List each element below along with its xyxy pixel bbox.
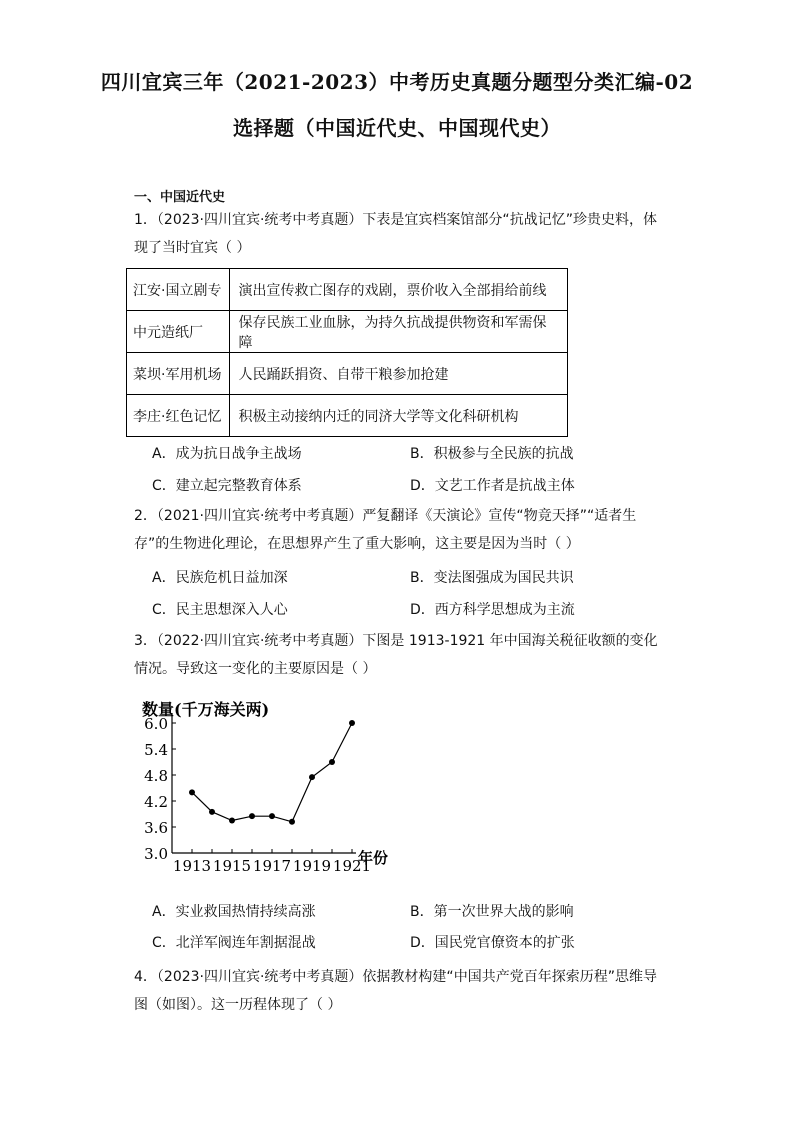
question-3-option-c: C．北洋军阀连年割据混战 <box>152 935 316 951</box>
question-2-option-d: D．西方科学思想成为主流 <box>410 602 575 618</box>
chart-data-point <box>229 818 235 824</box>
table-cell-desc: 保存民族工业血脉，为持久抗战提供物资和军需保障 <box>230 311 568 353</box>
table-cell-desc: 人民踊跃捐资、自带干粮参加抢建 <box>230 353 568 395</box>
chart-x-tick-label: 1921 <box>332 857 372 875</box>
question-3-option-a: A．实业救国热情持续高涨 <box>152 904 316 920</box>
table-cell-desc: 积极主动接纳内迁的同济大学等文化科研机构 <box>230 395 568 437</box>
table-cell-place: 李庄·红色记忆 <box>127 395 230 437</box>
question-1-stem: 1．（2023·四川宜宾·统考中考真题）下表是宜宾档案馆部分“抗战记忆”珍贵史料，体现了当时宜宾（ ） <box>134 212 657 256</box>
table-row <box>127 353 568 395</box>
section-heading: 一、中国近代史 <box>134 190 226 205</box>
question-1-option-b: B．积极参与全民族的抗战 <box>410 446 574 462</box>
document-title-line1: 四川宜宾三年（2021-2023）中考历史真题分题型分类汇编-02 <box>100 70 694 94</box>
chart-points <box>189 720 355 825</box>
chart-y-tick-label: 3.6 <box>144 819 168 837</box>
question-2-stem: 2．（2021·四川宜宾·统考中考真题）严复翻译《天演论》宣传“物竞天择”“适者生存”的生物进化理论，在思想界产生了重大影响，这主要是因为当时（ ） <box>134 508 637 552</box>
chart-y-ticks <box>144 715 176 863</box>
chart-x-tick-label: 1915 <box>212 857 252 875</box>
chart-data-point <box>209 809 215 815</box>
customs-tax-line-chart <box>130 695 390 890</box>
chart-x-axis-title: 年份 <box>358 849 389 867</box>
table-row <box>127 311 568 353</box>
question-1-option-d: D．文艺工作者是抗战主体 <box>410 478 575 494</box>
document-title-line2: 选择题（中国近代史、中国现代史） <box>233 116 561 140</box>
chart-y-tick-label: 3.0 <box>144 845 168 863</box>
question-2-option-a: A．民族危机日益加深 <box>152 570 288 586</box>
chart-data-point <box>289 819 295 825</box>
table-cell-place: 江安·国立剧专 <box>127 269 230 311</box>
table-cell-desc: 演出宣传救亡图存的戏剧，票价收入全部捐给前线 <box>230 269 568 311</box>
table-cell-place: 中元造纸厂 <box>127 311 230 353</box>
chart-y-axis-title: 数量(千万海关两) <box>142 700 270 719</box>
chart-x-tick-label: 1913 <box>172 857 212 875</box>
table-row <box>127 269 568 311</box>
chart-y-tick-label: 4.8 <box>144 767 168 785</box>
question-3-stem: 3．（2022·四川宜宾·统考中考真题）下图是 1913-1921 年中国海关税征收额的变化情况。导致这一变化的主要原因是（ ） <box>134 633 658 677</box>
chart-series-line <box>192 723 352 822</box>
chart-y-tick-label: 4.2 <box>144 793 168 811</box>
question-1-option-c: C．建立起完整教育体系 <box>152 478 302 494</box>
chart-data-point <box>309 774 315 780</box>
chart-data-point <box>349 720 355 726</box>
question-1-table <box>126 268 568 437</box>
question-4-stem: 4．（2023·四川宜宾·统考中考真题）依据教材构建“中国共产党百年探索历程”思维导图（如图）。这一历程体现了（ ） <box>134 969 657 1013</box>
question-1-option-a: A．成为抗日战争主战场 <box>152 446 302 462</box>
chart-y-tick-label: 5.4 <box>144 741 168 759</box>
chart-data-point <box>249 813 255 819</box>
chart-data-point <box>189 789 195 795</box>
chart-y-tick-label: 6.0 <box>144 715 168 733</box>
question-2-option-c: C．民主思想深入人心 <box>152 602 288 618</box>
table-cell-place: 菜坝·军用机场 <box>127 353 230 395</box>
chart-data-point <box>269 813 275 819</box>
chart-axes <box>172 713 356 853</box>
question-3-option-b: B．第一次世界大战的影响 <box>410 904 574 920</box>
question-3-option-d: D．国民党官僚资本的扩张 <box>410 935 575 951</box>
chart-x-tick-label: 1919 <box>292 857 332 875</box>
table-row <box>127 395 568 437</box>
chart-x-tick-label: 1917 <box>252 857 292 875</box>
chart-data-point <box>329 759 335 765</box>
question-2-option-b: B．变法图强成为国民共识 <box>410 570 574 586</box>
